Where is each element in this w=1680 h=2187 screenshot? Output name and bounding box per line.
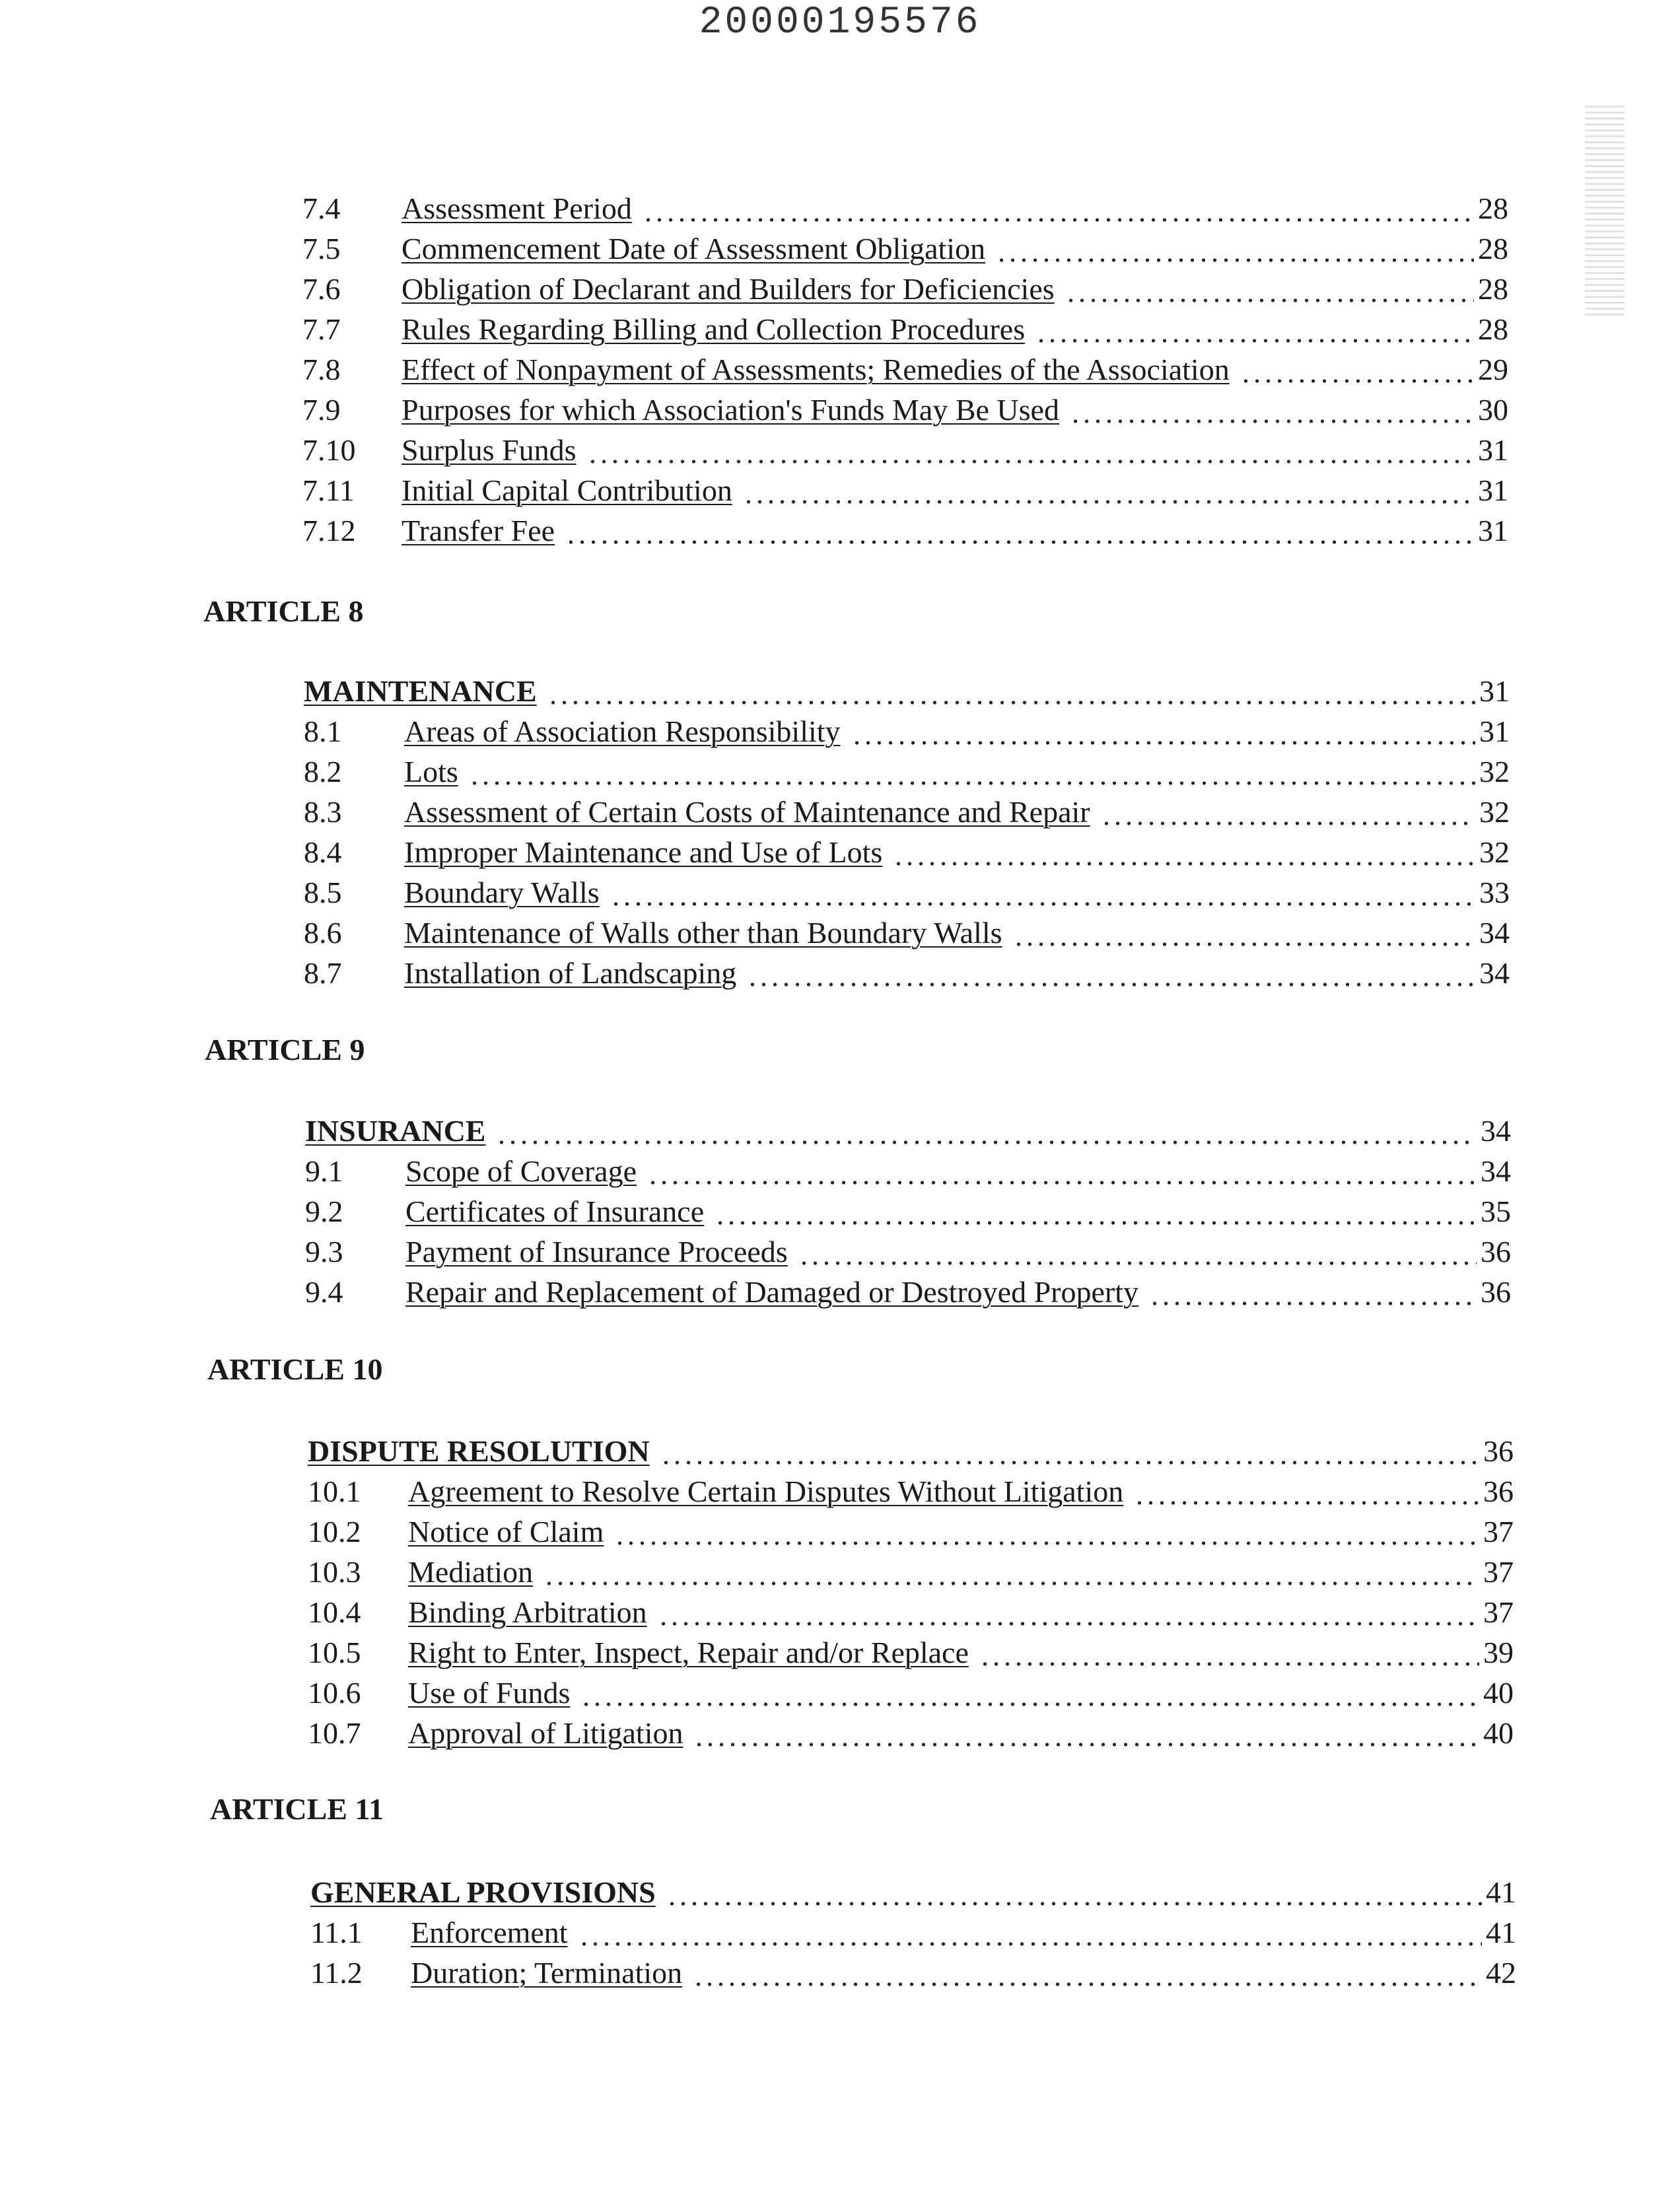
- toc-entry-9-3[interactable]: [305, 1232, 1511, 1272]
- entry-title[interactable]: Obligation of Declarant and Builders for Deficiencies: [402, 272, 1055, 306]
- toc-heading-dispute-resolution[interactable]: [308, 1432, 1514, 1471]
- entry-title[interactable]: Assessment Period: [402, 191, 632, 225]
- entry-title[interactable]: Improper Maintenance and Use of Lots: [404, 835, 883, 869]
- entry-title[interactable]: Right to Enter, Inspect, Repair and/or Replace: [408, 1636, 969, 1669]
- entry-number: 10.2: [308, 1515, 361, 1548]
- dot-leader: [547, 672, 1475, 711]
- entry-number: 9.3: [305, 1235, 343, 1268]
- dot-leader: [893, 833, 1475, 872]
- article-10-label: ARTICLE 10: [207, 1352, 383, 1386]
- entry-number: 7.5: [302, 232, 341, 265]
- entry-page: 41: [1486, 1875, 1516, 1909]
- entry-title[interactable]: Assessment of Certain Costs of Maintenance and Repair: [404, 795, 1090, 829]
- dot-leader: [1070, 390, 1474, 430]
- entry-page: 34: [1481, 1154, 1511, 1188]
- entry-page: 31: [1479, 674, 1510, 708]
- dot-leader: [666, 1873, 1482, 1912]
- entry-page: 28: [1478, 272, 1508, 306]
- toc-entry-10-7[interactable]: [308, 1714, 1514, 1753]
- entry-page: 30: [1478, 393, 1508, 427]
- entry-page: 31: [1478, 514, 1508, 547]
- entry-page: 37: [1483, 1515, 1514, 1548]
- heading-title[interactable]: INSURANCE: [305, 1114, 486, 1148]
- entry-number: 9.4: [305, 1275, 343, 1309]
- article-9-label: ARTICLE 9: [205, 1033, 365, 1066]
- entry-number: 11.2: [310, 1956, 363, 1990]
- entry-title[interactable]: Payment of Insurance Proceeds: [405, 1235, 788, 1268]
- entry-title[interactable]: Installation of Landscaping: [404, 956, 737, 990]
- dot-leader: [693, 1714, 1479, 1753]
- toc-entry-9-1[interactable]: [305, 1152, 1511, 1191]
- toc-entry-9-4[interactable]: [305, 1272, 1511, 1312]
- entry-title[interactable]: Rules Regarding Billing and Collection Procedures: [402, 312, 1026, 346]
- dot-leader: [715, 1192, 1477, 1232]
- toc-entry-7-10[interactable]: [302, 431, 1508, 470]
- dot-leader: [979, 1633, 1479, 1673]
- entry-number: 8.4: [304, 835, 342, 869]
- dot-leader: [610, 873, 1475, 913]
- entry-page: 39: [1483, 1636, 1514, 1669]
- entry-title[interactable]: Mediation: [408, 1555, 534, 1589]
- entry-page: 42: [1486, 1956, 1516, 1990]
- toc-entry-8-2[interactable]: [304, 752, 1510, 792]
- entry-number: 8.3: [304, 795, 342, 829]
- toc-entry-11-2[interactable]: [310, 1953, 1516, 1993]
- dot-leader: [747, 954, 1475, 993]
- entry-number: 7.6: [302, 272, 341, 306]
- article-8-label: ARTICLE 8: [203, 594, 364, 628]
- entry-number: 9.1: [305, 1154, 343, 1188]
- entry-title[interactable]: Lots: [404, 755, 458, 788]
- toc-entry-7-7[interactable]: [302, 310, 1508, 349]
- dot-leader: [658, 1593, 1479, 1632]
- entry-page: 32: [1479, 795, 1510, 829]
- entry-number: 8.7: [304, 956, 342, 990]
- dot-leader: [1149, 1272, 1477, 1312]
- dot-leader: [496, 1111, 1477, 1151]
- entry-page: 37: [1483, 1555, 1514, 1589]
- entry-title[interactable]: Commencement Date of Assessment Obligation: [402, 232, 986, 265]
- dot-leader: [543, 1552, 1479, 1592]
- dot-leader: [578, 1913, 1482, 1953]
- entry-number: 7.12: [302, 514, 356, 547]
- entry-title[interactable]: Effect of Nonpayment of Assessments; Remedies of the Association: [402, 353, 1230, 386]
- toc-entry-11-1[interactable]: [310, 1913, 1516, 1953]
- entry-title[interactable]: Approval of Litigation: [408, 1716, 683, 1750]
- toc-entry-7-6[interactable]: [302, 269, 1508, 309]
- entry-page: 28: [1478, 232, 1508, 265]
- toc-entry-10-2[interactable]: [308, 1512, 1514, 1552]
- entry-number: 8.1: [304, 714, 342, 748]
- dot-leader: [996, 229, 1474, 269]
- entry-page: 31: [1479, 714, 1510, 748]
- entry-number: 7.7: [302, 312, 341, 346]
- entry-number: 8.5: [304, 876, 342, 909]
- article-11-label: ARTICLE 11: [210, 1792, 384, 1826]
- dot-leader: [693, 1953, 1482, 1993]
- entry-number: 7.8: [302, 353, 341, 386]
- entry-page: 36: [1481, 1235, 1511, 1268]
- entry-title[interactable]: Certificates of Insurance: [405, 1195, 705, 1228]
- entry-page: 32: [1479, 835, 1510, 869]
- toc-entry-8-4[interactable]: [304, 833, 1510, 872]
- entry-number: 11.1: [310, 1916, 363, 1949]
- entry-page: 31: [1478, 473, 1508, 507]
- toc-entry-7-9[interactable]: [302, 390, 1508, 430]
- toc-entry-8-1[interactable]: [304, 712, 1510, 751]
- toc-entry-8-7[interactable]: [304, 954, 1510, 993]
- entry-title[interactable]: Initial Capital Contribution: [402, 473, 732, 507]
- entry-number: 8.2: [304, 755, 342, 788]
- entry-title[interactable]: Scope of Coverage: [405, 1154, 637, 1188]
- dot-leader: [798, 1232, 1477, 1272]
- entry-number: 7.9: [302, 393, 341, 427]
- entry-page: 40: [1483, 1716, 1514, 1750]
- dot-leader: [1101, 792, 1475, 832]
- entry-page: 34: [1481, 1114, 1511, 1148]
- entry-title[interactable]: Duration; Termination: [411, 1956, 683, 1990]
- entry-title[interactable]: Maintenance of Walls other than Boundary Walls: [404, 916, 1002, 950]
- dot-leader: [587, 431, 1474, 470]
- entry-page: 36: [1481, 1275, 1511, 1309]
- entry-page: 41: [1486, 1916, 1516, 1949]
- dot-leader: [660, 1432, 1479, 1471]
- entry-number: 9.2: [305, 1195, 343, 1228]
- entry-title[interactable]: Boundary Walls: [404, 876, 600, 909]
- scanner-artifact: [1585, 106, 1625, 317]
- dot-leader: [743, 471, 1474, 510]
- entry-title[interactable]: Repair and Replacement of Damaged or Destroyed Property: [405, 1275, 1138, 1309]
- entry-page: 34: [1479, 956, 1510, 990]
- entry-page: 33: [1479, 876, 1510, 909]
- entry-page: 36: [1483, 1475, 1514, 1508]
- entry-title[interactable]: Use of Funds: [408, 1676, 571, 1710]
- entry-number: 7.4: [302, 191, 341, 225]
- entry-title[interactable]: Agreement to Resolve Certain Disputes Without Litigation: [408, 1475, 1124, 1508]
- entry-title[interactable]: Transfer Fee: [402, 514, 555, 547]
- dot-leader: [1065, 269, 1474, 309]
- dot-leader: [580, 1673, 1479, 1713]
- document-number: 20000195576: [699, 1, 981, 44]
- entry-page: 29: [1478, 353, 1508, 386]
- toc-entry-7-11[interactable]: [302, 471, 1508, 510]
- dot-leader: [1134, 1472, 1479, 1511]
- toc-heading-insurance[interactable]: [305, 1111, 1511, 1151]
- toc-entry-7-8[interactable]: [302, 350, 1508, 390]
- entry-page: 35: [1481, 1195, 1511, 1228]
- dot-leader: [1035, 310, 1474, 349]
- toc-entry-7-5[interactable]: [302, 229, 1508, 269]
- entry-page: 36: [1483, 1434, 1514, 1468]
- entry-number: 7.11: [302, 473, 355, 507]
- entry-title[interactable]: Areas of Association Responsibility: [404, 714, 841, 748]
- entry-number: 10.3: [308, 1555, 361, 1589]
- entry-page: 40: [1483, 1676, 1514, 1710]
- toc-heading-maintenance[interactable]: [304, 672, 1510, 711]
- toc-heading-general-provisions[interactable]: [310, 1873, 1516, 1912]
- dot-leader: [565, 511, 1474, 551]
- toc-entry-10-5[interactable]: [308, 1633, 1514, 1673]
- dot-leader: [1013, 913, 1475, 953]
- entry-page: 28: [1478, 312, 1508, 346]
- toc-entry-8-6[interactable]: [304, 913, 1510, 953]
- toc-entry-10-6[interactable]: [308, 1673, 1514, 1713]
- entry-number: 8.6: [304, 916, 342, 950]
- toc-entry-10-4[interactable]: [308, 1593, 1514, 1632]
- entry-page: 37: [1483, 1595, 1514, 1629]
- entry-title[interactable]: Binding Arbitration: [408, 1595, 647, 1629]
- dot-leader: [614, 1512, 1479, 1552]
- heading-title[interactable]: MAINTENANCE: [304, 674, 537, 708]
- entry-number: 10.1: [308, 1475, 361, 1508]
- dot-leader: [1240, 350, 1474, 390]
- toc-entry-10-3[interactable]: [308, 1552, 1514, 1592]
- toc-entry-8-3[interactable]: [304, 792, 1510, 832]
- toc-entry-9-2[interactable]: [305, 1192, 1511, 1232]
- entry-number: 7.10: [302, 433, 356, 467]
- entry-title[interactable]: Purposes for which Association's Funds May Be Used: [402, 393, 1059, 427]
- dot-leader: [643, 189, 1474, 228]
- dot-leader: [851, 712, 1475, 751]
- dot-leader: [647, 1152, 1477, 1191]
- entry-number: 10.7: [308, 1716, 361, 1750]
- entry-page: 34: [1479, 916, 1510, 950]
- entry-page: 32: [1479, 755, 1510, 788]
- entry-page: 31: [1478, 433, 1508, 467]
- toc-entry-7-12[interactable]: [302, 511, 1508, 551]
- heading-title[interactable]: GENERAL PROVISIONS: [310, 1875, 656, 1909]
- entry-page: 28: [1478, 191, 1508, 225]
- entry-number: 10.5: [308, 1636, 361, 1669]
- entry-number: 10.6: [308, 1676, 361, 1710]
- heading-title[interactable]: DISPUTE RESOLUTION: [308, 1434, 650, 1468]
- entry-title[interactable]: Surplus Funds: [402, 433, 577, 467]
- dot-leader: [469, 752, 1475, 792]
- entry-title[interactable]: Notice of Claim: [408, 1515, 604, 1548]
- entry-title[interactable]: Enforcement: [411, 1916, 568, 1949]
- toc-entry-7-4[interactable]: [302, 189, 1508, 228]
- toc-entry-10-1[interactable]: [308, 1472, 1514, 1511]
- entry-number: 10.4: [308, 1595, 361, 1629]
- toc-entry-8-5[interactable]: [304, 873, 1510, 913]
